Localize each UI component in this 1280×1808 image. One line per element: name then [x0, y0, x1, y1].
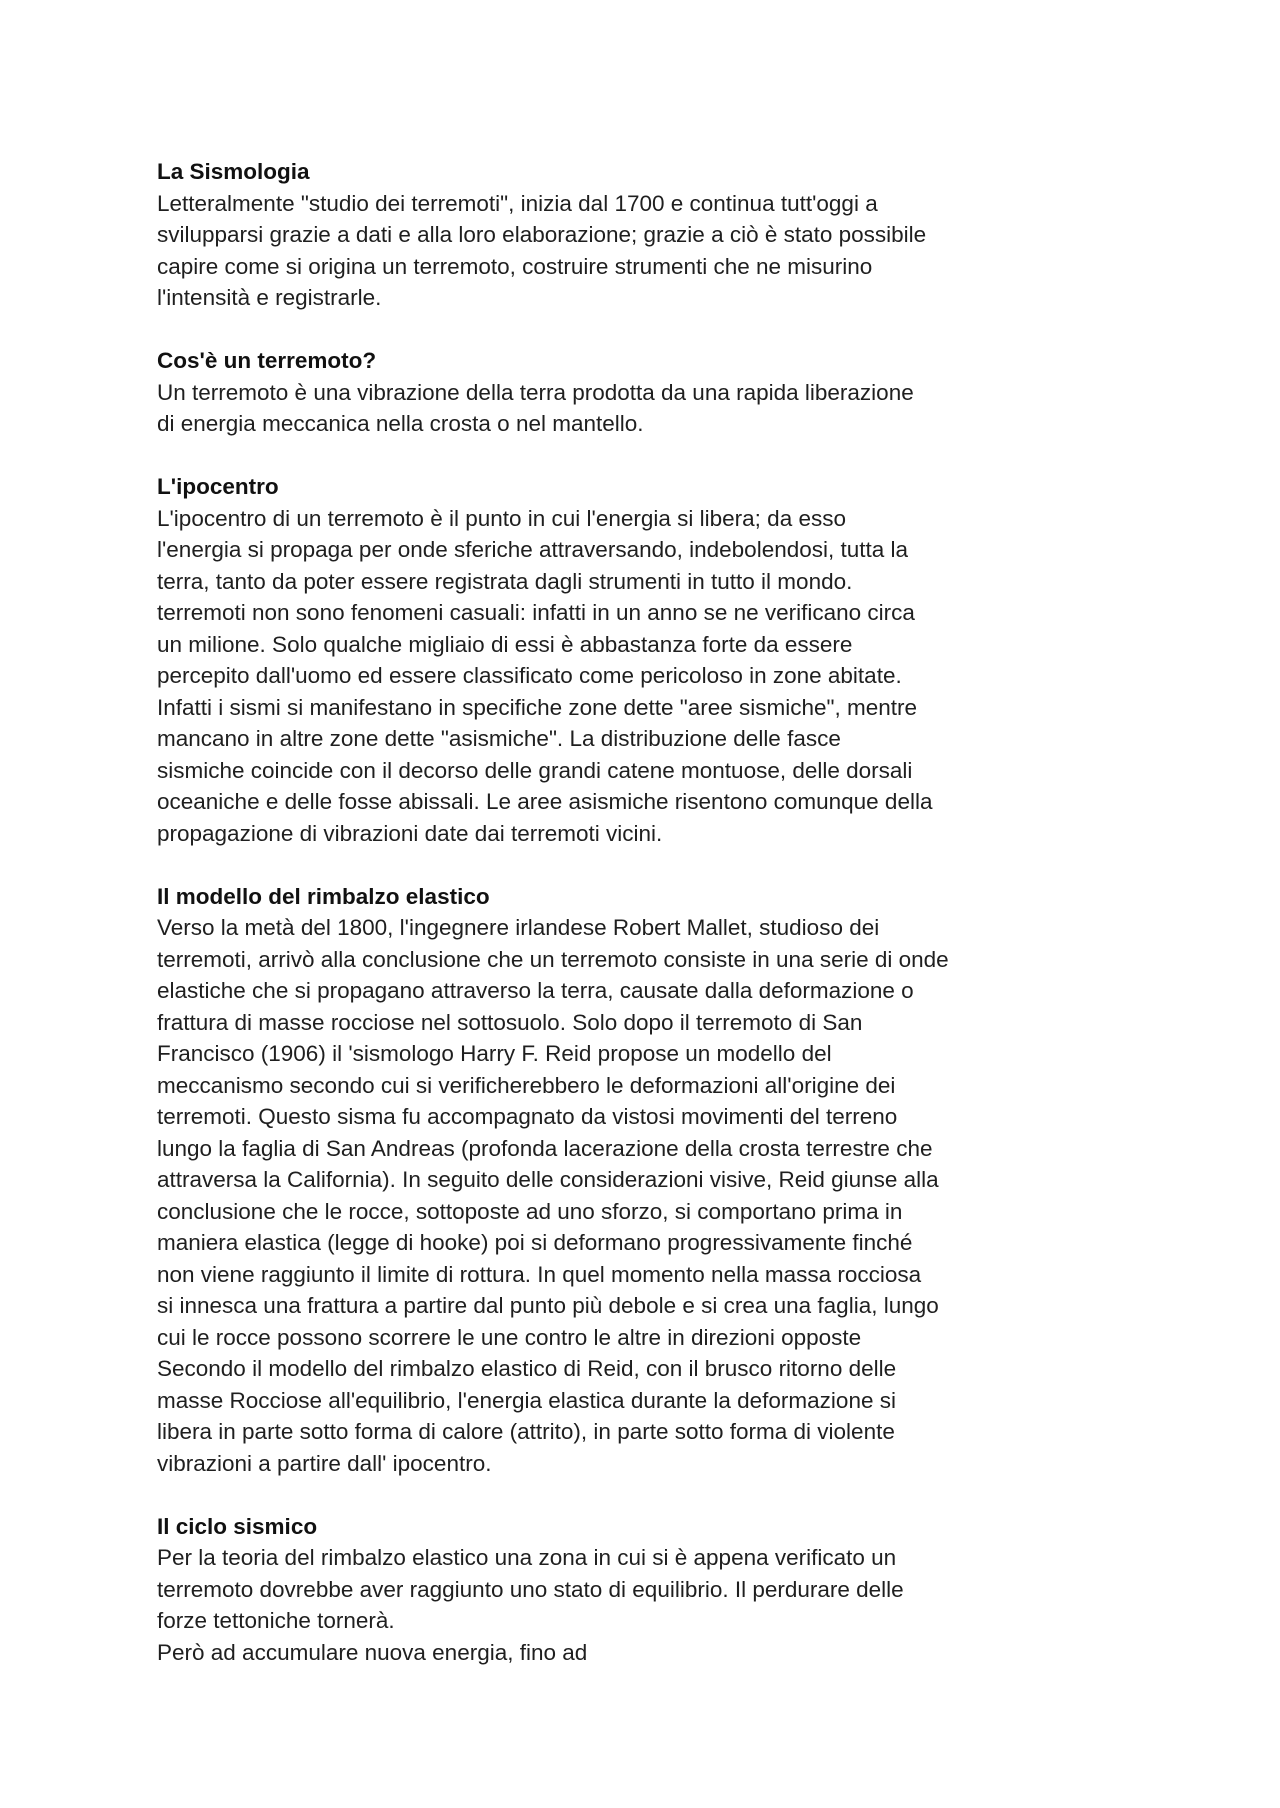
text-line: Per la teoria del rimbalzo elastico una zona in cui si è appena verificato un: [157, 1545, 897, 1570]
text-line: Infatti i sismi si manifestano in specifiche zone dette "aree sismiche", mentre: [157, 694, 918, 720]
text-line: cui le rocce possono scorrere le une contro le altre in direzioni opposte: [157, 1324, 862, 1350]
section-ipocentro: [157, 471, 1057, 849]
text-line: oceaniche e delle fosse abissali. Le aree asismiche risentono comunque della: [157, 789, 933, 814]
section-title: L'ipocentro: [157, 474, 279, 499]
text-line: forze tettoniche tornerà.: [157, 1608, 395, 1633]
text-line: vibrazioni a partire dall' ipocentro.: [157, 1450, 492, 1476]
text-line: terremoti non sono fenomeni casuali: infatti in un anno se ne verificano circa: [157, 600, 915, 625]
text-line: si innesca una frattura a partire dal punto più debole e si crea una faglia, lungo: [157, 1293, 939, 1318]
text-line: lungo la faglia di San Andreas (profonda lacerazione della crosta terrestre che: [157, 1135, 933, 1161]
text-line: libera in parte sotto forma di calore (attrito), in parte sotto forma di violente: [157, 1419, 895, 1444]
text-line: sismiche coincide con il decorso delle grandi catene montuose, delle dorsali: [157, 757, 913, 783]
section-terremoto: [157, 345, 1057, 440]
text-line: L'ipocentro di un terremoto è il punto in cui l'energia si libera; da esso: [157, 505, 846, 531]
section-rimbalzo-elastico: [157, 881, 1057, 1480]
section-sismologia: [157, 156, 1057, 314]
text-line: frattura di masse rocciose nel sottosuolo. Solo dopo il terremoto di San: [157, 1009, 863, 1035]
text-line: l'intensità e registrarle.: [157, 285, 382, 310]
section-ciclo-sismico: [157, 1511, 1057, 1669]
text-line: mancano in altre zone dette "asismiche". La distribuzione delle fasce: [157, 726, 841, 751]
text-line: elastiche che si propagano attraverso la terra, causate dalla deformazione o: [157, 978, 914, 1003]
text-line: terra, tanto da poter essere registrata dagli strumenti in tutto il mondo.: [157, 568, 853, 594]
text-line: conclusione che le rocce, sottoposte ad uno sforzo, si comportano prima in: [157, 1198, 903, 1224]
text-line: maniera elastica (legge di hooke) poi si deformano progressivamente finché: [157, 1230, 913, 1255]
text-line: terremoti. Questo sisma fu accompagnato da vistosi movimenti del terreno: [157, 1104, 898, 1129]
text-line: terremoto dovrebbe aver raggiunto uno stato di equilibrio. Il perdurare delle: [157, 1576, 904, 1602]
document-body: [157, 156, 1057, 1700]
text-line: Però ad accumulare nuova energia, fino ad: [157, 1639, 588, 1665]
section-title: Il modello del rimbalzo elastico: [157, 883, 490, 909]
text-line: Un terremoto è una vibrazione della terra prodotta da una rapida liberazione: [157, 379, 914, 405]
text-line: capire come si origina un terremoto, costruire strumenti che ne misurino: [157, 253, 873, 279]
text-line: svilupparsi grazie a dati e alla loro elaborazione; grazie a ciò è stato possibile: [157, 222, 927, 247]
text-line: masse Rocciose all'equilibrio, l'energia elastica durante la deformazione si: [157, 1387, 896, 1413]
text-line: meccanismo secondo cui si verificherebbero le deformazioni all'origine dei: [157, 1072, 896, 1098]
section-title: La Sismologia: [157, 159, 310, 184]
text-line: percepito dall'uomo ed essere classificato come pericoloso in zone abitate.: [157, 663, 902, 688]
section-title: Cos'è un terremoto?: [157, 348, 377, 373]
text-line: Secondo il modello del rimbalzo elastico di Reid, con il brusco ritorno delle: [157, 1356, 897, 1381]
text-line: l'energia si propaga per onde sferiche attraversando, indebolendosi, tutta la: [157, 537, 909, 562]
text-line: Letteralmente "studio dei terremoti", inizia dal 1700 e continua tutt'oggi a: [157, 190, 878, 216]
text-line: non viene raggiunto il limite di rottura. In quel momento nella massa rocciosa: [157, 1261, 922, 1287]
text-line: attraversa la California). In seguito delle considerazioni visive, Reid giunse alla: [157, 1167, 939, 1192]
text-line: di energia meccanica nella crosta o nel mantello.: [157, 411, 644, 436]
section-title: Il ciclo sismico: [157, 1513, 318, 1539]
text-line: terremoti, arrivò alla conclusione che un terremoto consiste in una serie di onde: [157, 946, 949, 972]
text-line: Verso la metà del 1800, l'ingegnere irlandese Robert Mallet, studioso dei: [157, 915, 880, 940]
text-line: un milione. Solo qualche migliaio di essi è abbastanza forte da essere: [157, 631, 853, 657]
text-line: Francisco (1906) il 'sismologo Harry F. Reid propose un modello del: [157, 1041, 832, 1066]
text-line: propagazione di vibrazioni date dai terremoti vicini.: [157, 820, 663, 846]
